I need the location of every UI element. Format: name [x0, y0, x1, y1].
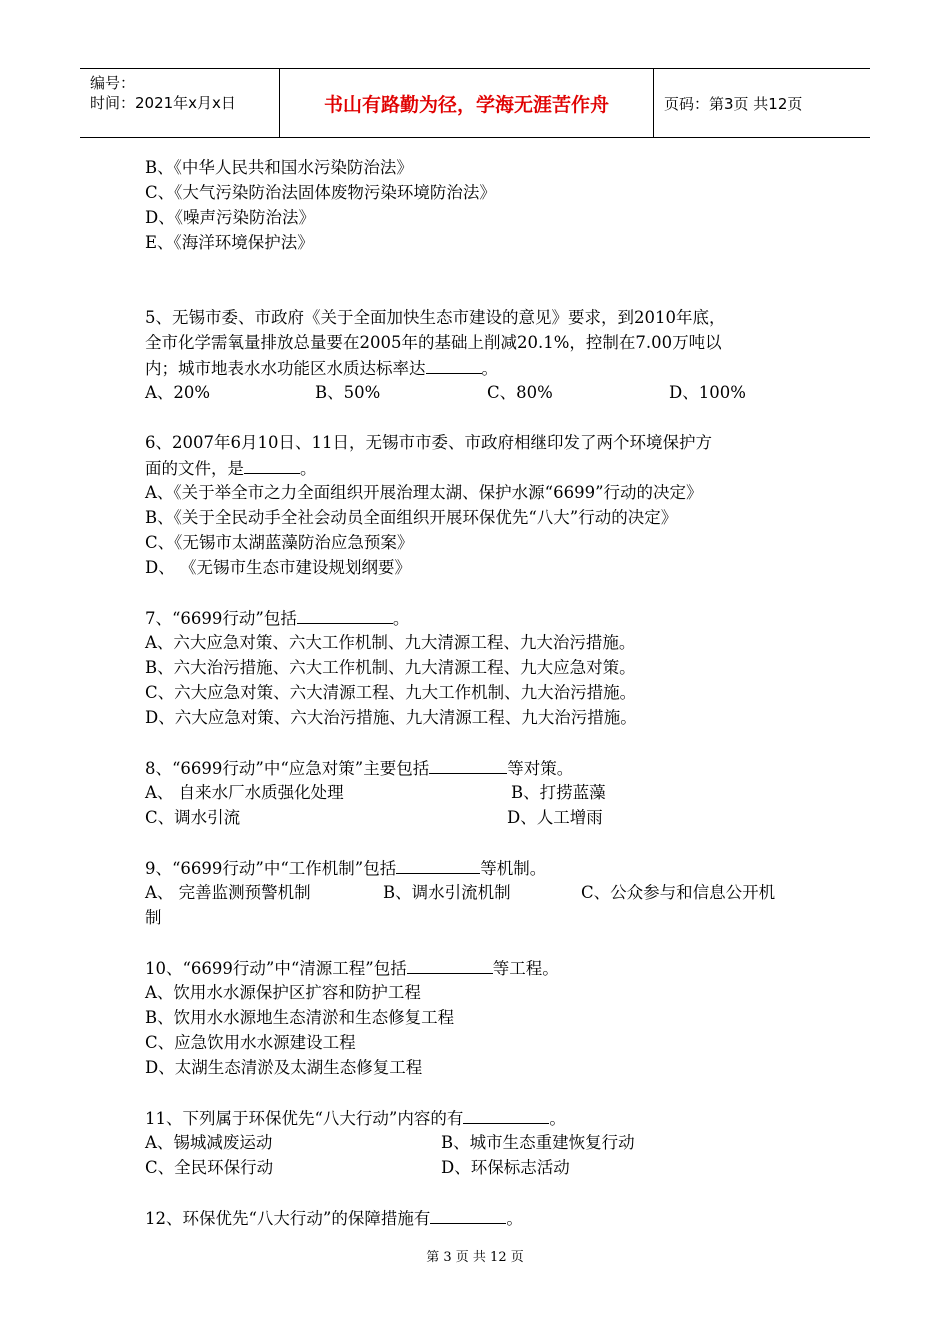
q8-stem: 8、“6699行动”中“应急对策”主要包括 等对策。 [145, 755, 825, 780]
q11-options-row1 [145, 1130, 825, 1155]
q11-option-d: D、环保标志活动 [441, 1158, 570, 1177]
q8-option-a: A、 自来水厂水质强化处理 [145, 783, 344, 802]
q9-options-row [145, 880, 825, 905]
q9-option-c: C、公众参与和信息公开机 [581, 883, 776, 902]
answer-blank [396, 855, 480, 874]
q6-option-a: A、《关于举全市之力全面组织开展治理太湖、保护水源“6699”行动的决定》 [145, 483, 703, 502]
q12-stem: 12、环保优先“八大行动”的保障措施有 。 [145, 1205, 825, 1230]
q10-option-a: A、饮用水水源保护区扩容和防护工程 [145, 983, 421, 1002]
q11-stem: 11、下列属于环保优先“八大行动”内容的有 。 [145, 1105, 825, 1130]
q7-option-c: C、六大应急对策、六大清源工程、九大工作机制、九大治污措施。 [145, 683, 637, 702]
q7-option-a: A、六大应急对策、六大工作机制、九大清源工程、九大治污措施。 [145, 633, 636, 652]
q5-stem-line2: 全市化学需氧量排放总量要在2005年的基础上削减20.1%，控制在7.00万吨以 [145, 333, 722, 352]
q5-stem-line1: 5、无锡市委、市政府《关于全面加快生态市建设的意见》要求，到2010年底， [145, 308, 726, 327]
q6-option-d: D、 《无锡市生态市建设规划纲要》 [145, 558, 411, 577]
answer-blank [430, 1205, 506, 1224]
q11-options-row2 [145, 1155, 825, 1180]
q5-option-b: B、50% [315, 383, 381, 402]
number-label: 编号： [90, 74, 136, 92]
q5-option-d: D、100% [669, 383, 746, 402]
q8-option-d: D、人工增雨 [507, 808, 603, 827]
q8-options-row2 [145, 805, 825, 830]
q8-option-b: B、打捞蓝藻 [511, 783, 606, 802]
q10-option-c: C、应急饮用水水源建设工程 [145, 1033, 356, 1052]
time-label: 时间：2021年x月x日 [90, 94, 236, 112]
q6-stem-line2: 面的文件，是 。 [145, 455, 825, 480]
document-body [145, 155, 825, 1230]
q4-option-e: E、《海洋环境保护法》 [145, 233, 314, 252]
q11-option-a: A、锡城减废运动 [145, 1133, 273, 1152]
q5-stem-line3: 内；城市地表水水功能区水质达标率达 。 [145, 355, 825, 380]
header-table [80, 68, 870, 138]
page-indicator: 页码：第3页 共12页 [664, 94, 803, 113]
answer-blank [463, 1105, 549, 1124]
q6-stem-line1: 6、2007年6月10日、11日，无锡市市委、市政府相继印发了两个环境保护方 [145, 433, 712, 452]
q4-option-b: B、《中华人民共和国水污染防治法》 [145, 158, 413, 177]
q5-options [145, 380, 825, 405]
q7-stem: 7、“6699行动”包括 。 [145, 605, 825, 630]
answer-blank [429, 755, 507, 774]
q7-option-d: D、六大应急对策、六大治污措施、九大清源工程、九大治污措施。 [145, 708, 637, 727]
header-meta [80, 69, 280, 137]
q10-option-d: D、太湖生态清淤及太湖生态修复工程 [145, 1058, 423, 1077]
motto: 书山有路勤为径，学海无涯苦作舟 [280, 69, 654, 137]
q7-option-b: B、六大治污措施、六大工作机制、九大清源工程、九大应急对策。 [145, 658, 636, 677]
q5-option-a: A、20% [145, 383, 211, 402]
q11-option-c: C、全民环保行动 [145, 1158, 274, 1177]
q11-option-b: B、城市生态重建恢复行动 [441, 1133, 635, 1152]
answer-blank [426, 355, 482, 374]
q9-option-c-wrap: 制 [145, 908, 162, 927]
q8-option-c: C、调水引流 [145, 808, 241, 827]
q9-stem: 9、“6699行动”中“工作机制”包括 等机制。 [145, 855, 825, 880]
q9-option-a: A、 完善监测预警机制 [145, 883, 311, 902]
q6-option-b: B、《关于全民动手全社会动员全面组织开展环保优先“八大”行动的决定》 [145, 508, 678, 527]
q10-stem: 10、“6699行动”中“清源工程”包括 等工程。 [145, 955, 825, 980]
q4-option-d: D、《噪声污染防治法》 [145, 208, 315, 227]
page-footer: 第 3 页 共 12 页 [426, 1250, 524, 1265]
q6-option-c: C、《无锡市太湖蓝藻防治应急预案》 [145, 533, 414, 552]
q10-option-b: B、饮用水水源地生态清淤和生态修复工程 [145, 1008, 455, 1027]
q5-option-c: C、80% [487, 383, 553, 402]
q8-options-row1 [145, 780, 825, 805]
answer-blank [297, 605, 393, 624]
q4-option-c: C、《大气污染防治法固体废物污染环境防治法》 [145, 183, 496, 202]
q9-option-b: B、调水引流机制 [383, 883, 511, 902]
answer-blank [407, 955, 493, 974]
answer-blank [244, 455, 300, 474]
